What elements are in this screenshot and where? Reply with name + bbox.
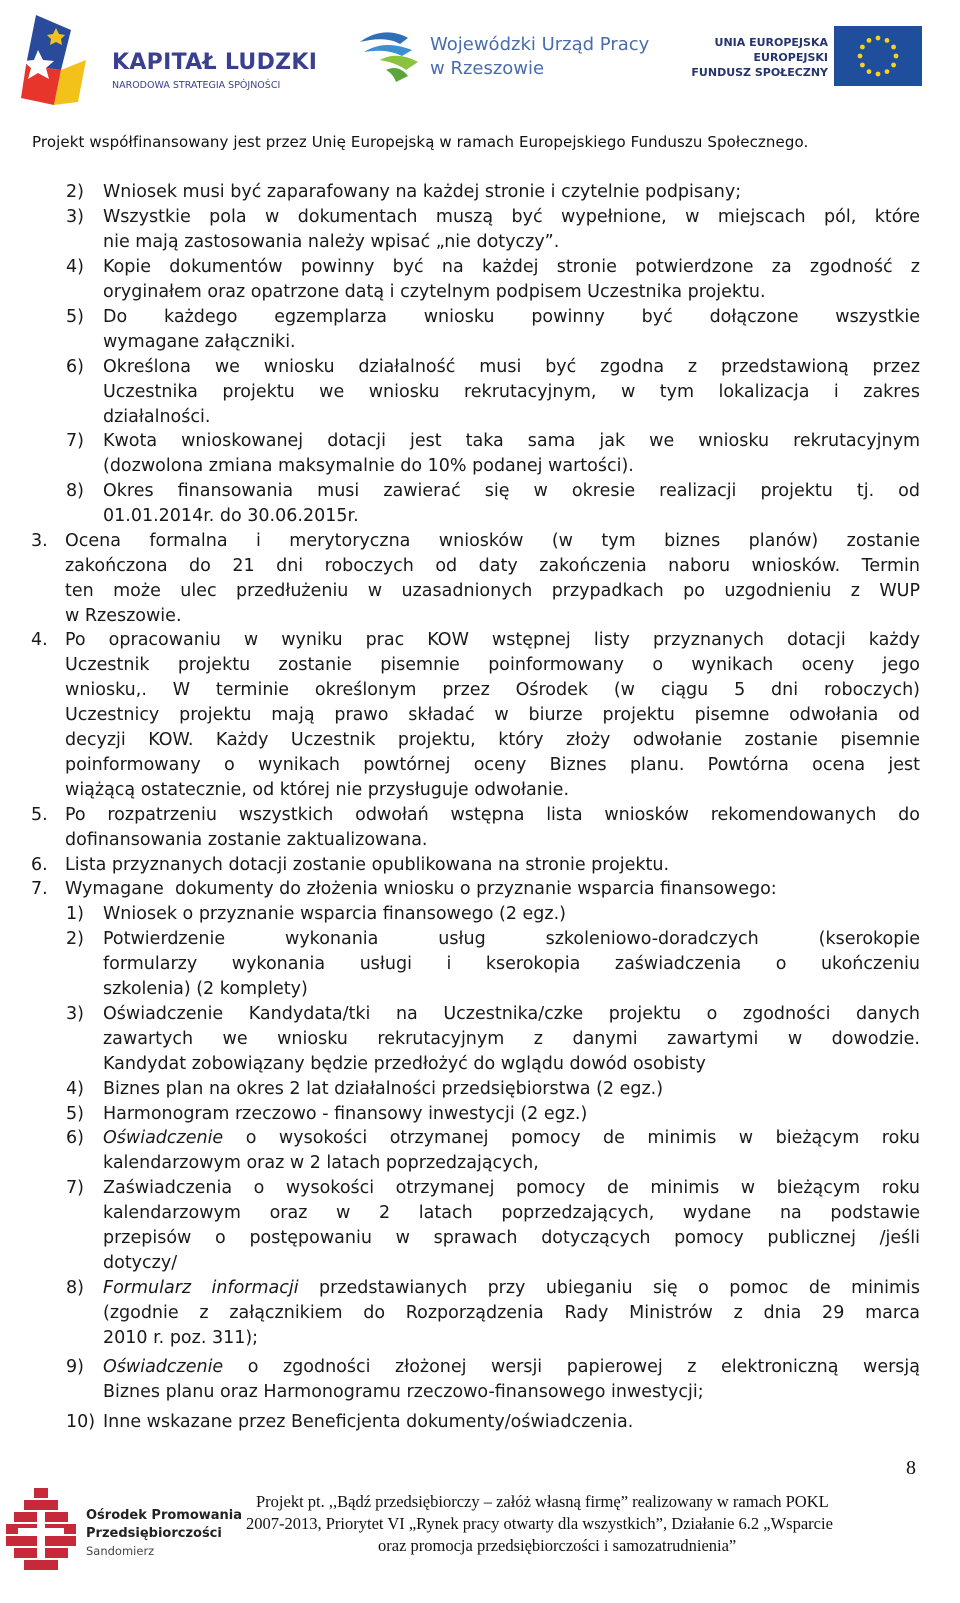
document-item-line: kalendarzowym oraz w 2 latach poprzedzających, [103, 1153, 539, 1173]
list-number: 1) [66, 904, 84, 924]
section-line: Po rozpatrzeniu wszystkich odwołań wstępna lista wniosków rekomendowanych do [65, 805, 920, 825]
opp-sandomierz-logo [4, 1484, 243, 1596]
document-item-line: zawartych we wniosku rekrutacyjnym z danymi zawartymi w dowodzie. [103, 1029, 920, 1049]
opp-name-line2: Przedsiębiorczości [86, 1526, 222, 1541]
document-item-line: Biznes plan na okres 2 lat działalności przedsiębiorstwa (2 egz.) [103, 1079, 664, 1099]
opp-emblem-icon [4, 1488, 80, 1578]
list-number: 5) [66, 307, 84, 327]
list-number: 6) [66, 1128, 84, 1148]
list-item-line: nie mają zastosowania należy wpisać „nie dotyczy”. [103, 232, 560, 252]
list-item-line: Uczestnika projektu we wniosku rekrutacyjnym, w tym lokalizacja i zakres [103, 382, 920, 402]
list-item-line: Wniosek musi być zaparafowany na każdej stronie i czytelnie podpisany; [103, 182, 742, 202]
section-number: 7. [31, 879, 48, 899]
document-item-line: (zgodnie z załącznikiem do Rozporządzenia Rady Ministrów z dnia 29 marca [103, 1303, 920, 1323]
document-item-line: Zaświadczenia o wysokości otrzymanej pomocy de minimis w bieżącym roku [103, 1178, 920, 1198]
list-item-line: Wszystkie pola w dokumentach muszą być wypełnione, w miejscach pól, które [103, 207, 920, 227]
document-item-line [103, 1355, 920, 1380]
section-number: 4. [31, 630, 48, 650]
document-item-line: formularzy wykonania usługi i kserokopia zaświadczenia o ukończeniu [103, 954, 920, 974]
italic-term: Oświadczenie [103, 1128, 224, 1148]
section-line: Ocena formalna i merytoryczna wniosków (w tym biznes planów) zostanie [65, 531, 920, 551]
document-item-line: Biznes planu oraz Harmonogramu rzeczowo-finansowego inwestycji; [103, 1382, 704, 1402]
list-number: 4) [66, 1079, 84, 1099]
list-item-line: wymagane załączniki. [103, 332, 296, 352]
list-item-line: Okres finansowania musi zawierać się w okresie realizacji projektu tj. od [103, 481, 920, 501]
document-item-line: 2010 r. poz. 311); [103, 1328, 259, 1348]
list-number: 3) [66, 207, 84, 227]
list-item-line: oryginałem oraz opatrzone datą i czytelnym podpisem Uczestnika projektu. [103, 282, 766, 302]
kapital-ludzki-emblem-icon [16, 10, 106, 110]
list-number: 5) [66, 1104, 84, 1124]
list-number: 9) [66, 1357, 84, 1377]
section-line: zakończona do 21 dni roboczych od daty zakończenia naboru wniosków. Termin [65, 556, 920, 576]
wup-name-line1: Wojewódzki Urząd Pracy [430, 34, 650, 55]
page-number: 8 [906, 1457, 916, 1479]
document-item-line [103, 1126, 920, 1151]
document-item-line: Wniosek o przyznanie wsparcia finansowego (2 egz.) [103, 904, 566, 924]
section-line: Uczestnik projektu zostanie pisemnie poinformowany o wynikach oceny jego [65, 655, 920, 675]
page-header [0, 0, 960, 120]
document-item-line: Harmonogram rzeczowo - finansowy inwestycji (2 egz.) [103, 1104, 588, 1124]
eu-flag-icon [834, 26, 922, 86]
kapital-ludzki-subtitle: NARODOWA STRATEGIA SPÓJNOŚCI [112, 80, 281, 91]
document-item-line: Oświadczenie Kandydata/tki na Uczestnika/czke projektu o zgodności danych [103, 1004, 920, 1024]
document-item-text: o wysokości otrzymanej pomocy de minimis w bieżącym roku [223, 1128, 920, 1148]
project-footer-line: Projekt pt. ,,Bądź przedsiębiorczy – załóż własną firmę” realizowany w ramach POKL [256, 1492, 829, 1511]
document-item-text: o zgodności złożonej wersji papierowej z elektroniczną wersją [223, 1357, 920, 1377]
section-line: Lista przyznanych dotacji zostanie opublikowana na stronie projektu. [65, 855, 670, 875]
list-item-line: Kwota wnioskowanej dotacji jest taka sama jak we wniosku rekrutacyjnym [103, 431, 920, 451]
list-number: 2) [66, 929, 84, 949]
section-line: Wymagane dokumenty do złożenia wniosku o przyznanie wsparcia finansowego: [65, 879, 777, 899]
section-number: 6. [31, 855, 48, 875]
opp-city: Sandomierz [86, 1544, 155, 1558]
section-line: wniosku,. W terminie określonym przez Ośrodek (w ciągu 5 dni roboczych) [65, 680, 920, 700]
section-line: w Rzeszowie. [65, 606, 182, 626]
cofinancing-statement: Projekt współfinansowany jest przez Unię Europejską w ramach Europejskiego Funduszu Społecznego. [32, 133, 809, 151]
section-line: decyzji KOW. Każdy Uczestnik projektu, który złoży odwołanie zostanie pisemnie [65, 730, 920, 750]
list-number: 7) [66, 431, 84, 451]
document-item-line: kalendarzowym oraz w 2 latach poprzedzających, wydane na podstawie [103, 1203, 920, 1223]
italic-term: Formularz informacji [103, 1278, 299, 1298]
list-number: 4) [66, 257, 84, 277]
section-line: ten może ulec przedłużeniu w uzasadnionych przypadkach po uzgodnieniu z WUP [65, 581, 920, 601]
eu-efs-logo [690, 14, 930, 94]
document-item-line: Potwierdzenie wykonania usług szkoleniowo-doradczych (kserokopie [103, 929, 920, 949]
list-item-line: (dozwolona zmiana maksymalnie do 10% podanej wartości). [103, 456, 634, 476]
project-footer-line: oraz promocja przedsiębiorczości i samozatrudnienia” [378, 1536, 737, 1555]
section-number: 5. [31, 805, 48, 825]
eu-name-line3: FUNDUSZ SPOŁECZNY [691, 66, 828, 79]
project-footer-line: 2007-2013, Priorytet VI „Rynek pracy otwarty dla wszystkich”, Działanie 6.2 „Wsparcie [246, 1514, 833, 1533]
document-item-line: szkolenia) (2 komplety) [103, 979, 308, 999]
document-item-line [103, 1276, 920, 1301]
list-item-line: 01.01.2014r. do 30.06.2015r. [103, 506, 359, 526]
document-item-line: Kandydat zobowiązany będzie przedłożyć do wglądu dowód osobisty [103, 1054, 706, 1074]
kapital-ludzki-name: KAPITAŁ LUDZKI [112, 50, 318, 75]
italic-term: Oświadczenie [103, 1357, 224, 1377]
list-item-line: działalności. [103, 407, 211, 427]
section-line: Uczestnicy projektu mają prawo składać w biurze projektu pisemne odwołania od [65, 705, 920, 725]
document-item-line: dotyczy/ [103, 1253, 178, 1273]
eu-name-line1: UNIA EUROPEJSKA [714, 36, 828, 49]
section-line: wiążącą ostatecznie, od której nie przysługuje odwołanie. [65, 780, 570, 800]
list-number: 3) [66, 1004, 84, 1024]
list-number: 10) [66, 1412, 96, 1432]
wup-rzeszow-logo [356, 20, 656, 90]
list-item-line: Określona we wniosku działalność musi być zgodna z przedstawioną przez [103, 357, 920, 377]
document-item-line: Inne wskazane przez Beneficjenta dokumenty/oświadczenia. [103, 1412, 634, 1432]
eu-name-line2: EUROPEJSKI [753, 51, 828, 64]
list-item-line: Kopie dokumentów powinny być na każdej stronie potwierdzone za zgodność z [103, 257, 920, 277]
list-number: 7) [66, 1178, 84, 1198]
list-number: 2) [66, 182, 84, 202]
kapital-ludzki-logo [16, 10, 316, 110]
section-line: dofinansowania zostanie zaktualizowana. [65, 830, 428, 850]
opp-name-line1: Ośrodek Promowania [86, 1508, 243, 1523]
list-number: 8) [66, 1278, 84, 1298]
wup-emblem-icon [356, 20, 426, 84]
section-line: Po opracowaniu w wyniku prac KOW wstępnej listy przyznanych dotacji każdy [65, 630, 920, 650]
section-line: poinformowany o wynikach powtórnej oceny Biznes planu. Powtórna ocena jest [65, 755, 920, 775]
section-number: 3. [31, 531, 48, 551]
list-number: 8) [66, 481, 84, 501]
list-number: 6) [66, 357, 84, 377]
document-item-line: przepisów o postępowaniu w sprawach dotyczących pomocy publicznej /jeśli [103, 1228, 920, 1248]
wup-name-line2: w Rzeszowie [430, 58, 545, 79]
list-item-line: Do każdego egzemplarza wniosku powinny być dołączone wszystkie [103, 307, 920, 327]
document-item-text: przedstawianych przy ubieganiu się o pomoc de minimis [298, 1278, 920, 1298]
